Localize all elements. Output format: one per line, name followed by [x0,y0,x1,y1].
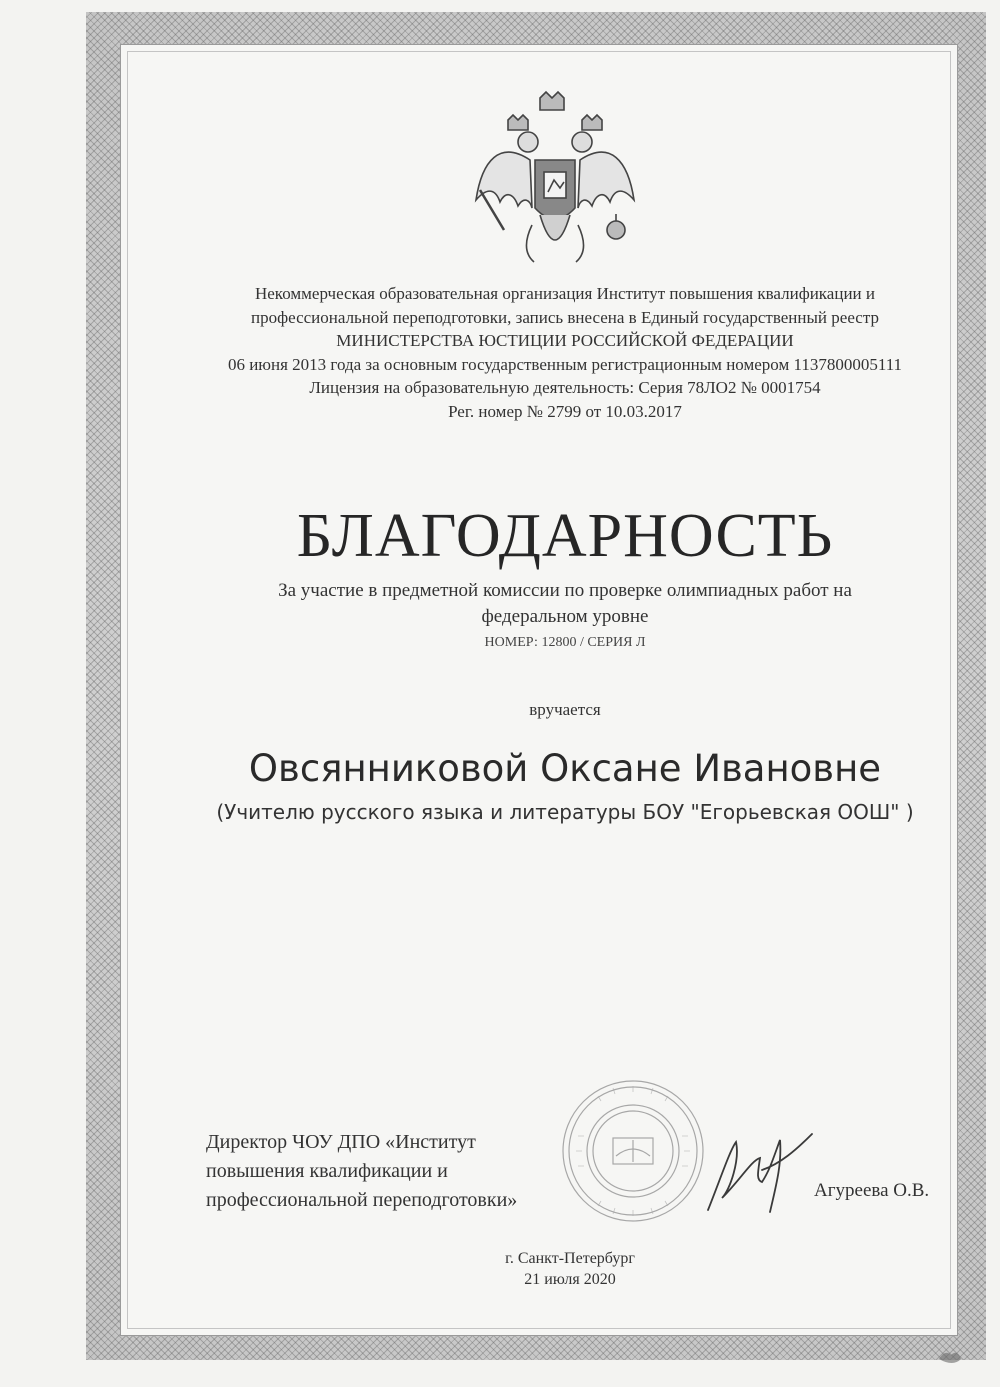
award-reason-line-1: За участие в предметной комиссии по проверке олимпиадных работ на [278,580,852,601]
presented-label: вручается [529,700,601,719]
director-line-3: профессиональной переподготовки» [206,1189,518,1211]
recipient-position: (Учителю русского языка и литературы БОУ "Егорьевская ООШ" ) [216,800,914,824]
signer-name: Агуреева О.В. [814,1180,930,1201]
org-line-6: Рег. номер № 2799 от 10.03.2017 [448,401,682,421]
org-line-1: Некоммерческая образовательная организация Институт повышения квалификации и [254,284,875,303]
org-line-4: 06 июня 2013 года за основным государственным регистрационным номером 1137800005111 [227,354,903,374]
director-signature [700,1120,820,1220]
director-line-2: повышения квалификации и [206,1160,448,1182]
scan-artifact [935,1345,965,1367]
issue-city: г. Санкт-Петербург [505,1250,635,1267]
organization-seal-stamp [558,1076,708,1226]
award-reason-line-2: федеральном уровне [481,606,649,627]
award-reason [160,578,970,630]
org-line-3: МИНИСТЕРСТВА ЮСТИЦИИ РОССИЙСКОЙ ФЕДЕРАЦИИ [336,331,794,350]
org-line-5: Лицензия на образовательную деятельность: Серия 78ЛО2 № 0001754 [309,378,821,397]
issue-place-date [470,1248,670,1290]
certificate-number: НОМЕР: 12800 / СЕРИЯ Л [484,635,646,650]
recipient-name: Овсянниковой Оксане Ивановне [248,747,882,790]
issue-date: 21 июля 2020 [524,1271,616,1288]
coat-of-arms-emblem [470,90,640,280]
org-line-2: профессиональной переподготовки, запись внесена в Единый государственный реестр [251,307,879,327]
certificate-title: БЛАГОДАРНОСТЬ [296,502,834,570]
director-title [206,1128,566,1215]
director-line-1: Директор ЧОУ ДПО «Институт [206,1131,476,1153]
organization-details [160,282,970,423]
